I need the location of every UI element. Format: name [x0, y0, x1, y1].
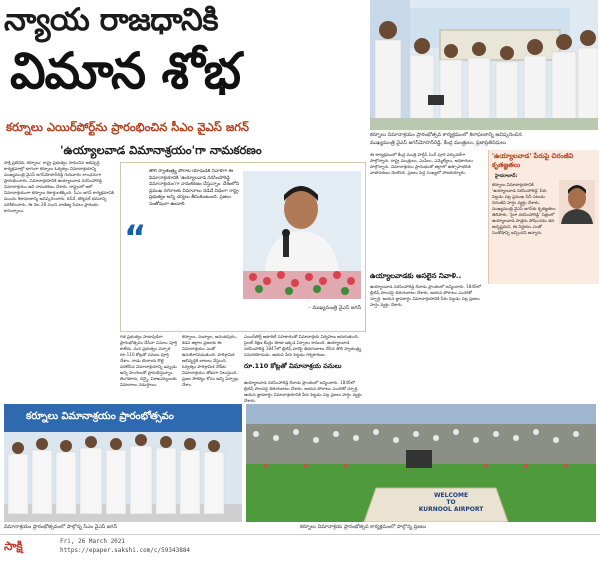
subhead-cost: రూ.110 కోట్లతో విమానాశ్రయ పనులు — [244, 362, 342, 370]
bottom-left-banner: కర్నూలు విమానాశ్రయం ప్రారంభోత్సవం — [26, 411, 174, 422]
welcome-sign — [396, 492, 506, 513]
bottom-right-photo — [246, 404, 596, 522]
welcome-line3: KURNOOL AIRPORT — [418, 506, 484, 513]
welcome-line1: WELCOME — [433, 492, 469, 499]
footer — [0, 534, 600, 561]
quote-text: తొలి స్వాతంత్ర్య పోరాట యోధుడికి నివాళిగా ఈ విమానాశ్రయానికి 'ఉయ్యాలవాడ నరసింహారెడ్డి విమానాశ్రయం'గా నామకరణం చేస్తున్నాం. దేశంలోని ప్రముఖ నగరాలకు విమానాలు నడిచే విధంగా రాష్ట్ర ప్రభుత్వం అన్ని చర్యలు తీసుకుంటుంది. ప్రజలు సంతోషంగా ఉండాలి. — [149, 169, 239, 207]
top-photo-caption-2: ముఖ్యమంత్రి వైఎస్ జగన్‌మోహన్‌రెడ్డి, కేంద్ర మంత్రులు, ప్రజాప్రతినిధులు — [370, 140, 507, 146]
footer-url[interactable]: https://epaper.sakshi.com/c/59343884 — [60, 547, 191, 554]
article-column-3: కర్నూలు, నంద్యాల, అనంతపురం, కడప జిల్లాల ప్రజలకు ఈ విమానాశ్రయం ఎంతో ఉపయోగపడుతుంది. పారిశ్రామిక అభివృద్ధికి బాటలు వేస్తుంది. ఓర్వకల్లు పారిశ్రామిక నోడ్‌కు విమానాశ్రయం తోడుగా నిలుస్తుంది. ప్రజల సౌకర్యం కోసం అన్ని ఏర్పాట్లు చేశాం. — [182, 334, 239, 387]
bottom-left-photo — [4, 404, 242, 522]
article-column-4: ఎయిర్‌పోర్ట్ అథారిటీ సహకారంతో విమానాశ్రయ నిర్వహణ జరుగుతుంది. పైలట్ శిక్షణ కేంద్రం కూడా ఇక్కడ ఏర్పాటు కానుంది. ఉయ్యాలవాడ నరసింహారెడ్డి 1847లో బ్రిటిష్ వారిపై తిరుగుబాటు చేసిన తొలి స్వాతంత్ర్య సమరయోధుడు. ఆయన పేరు పెట్టడం గర్వకారణం. — [244, 334, 362, 357]
headline-sub1: కర్నూలు ఎయిర్‌పోర్ట్‌ను ప్రారంభించిన సీఎం వైఎస్ జగన్ — [6, 120, 250, 134]
article-column-2: గత ప్రభుత్వం హడావుడిగా ప్రారంభోత్సవం చేసినా పనులు పూర్తి కాలేదు. మన ప్రభుత్వం వచ్చాక రూ.110 కోట్లతో పనులు పూర్తి చేశాం. నాడు టెంకాయ కొట్టి వదిలేసిన విమానాశ్రయాన్ని ఇప్పుడు అన్ని హంగులతో ప్రారంభిస్తున్నాం. బెంగళూరు, చెన్నై, విశాఖపట్నంలకు విమానాలు నడుస్తాయి. — [120, 334, 178, 387]
welcome-line2: TO — [446, 499, 456, 506]
footer-date: Fri, 26 March 2021 — [60, 538, 126, 545]
sidebar-dateline: హైదరాబాద్: — [495, 174, 518, 179]
sidebar-title: 'ఉయ్యాలవాడ' పేరుపై చిరంజీవి కృతజ్ఞతలు — [492, 152, 574, 169]
bottom-left-caption: విమానాశ్రయం ప్రారంభోత్సవంలో పాల్గొన్న సీఎం వైఎస్ జగన్ — [4, 524, 117, 530]
quote-mark-icon: “ — [124, 218, 147, 258]
article-column-4b: ఉయ్యాలవాడ నరసింహారెడ్డి రేనాడు ప్రాంతంలో జన్మించారు. 1846లో బ్రిటిష్ పాలనపై తిరుగుబాటు చేశారు. ఆయన పోరాటం ఎందరికో స్ఫూర్తి. ఆయన జ్ఞాపకార్థం విమానాశ్రయానికి పేరు పెట్టడం పట్ల ప్రజలు హర్షం వ్యక్తం చేశారు. — [244, 380, 362, 402]
top-photo-caption-1: కర్నూలు విమానాశ్రయం ప్రారంభోత్సవ కార్యక్రమంలో శిలాఫలకాన్ని ఆవిష్కరించిన — [370, 132, 522, 138]
top-photo — [370, 0, 598, 130]
cm-photo — [243, 171, 361, 299]
quote-box — [120, 162, 366, 332]
sidebar-text: కర్నూలు విమానాశ్రయానికి 'ఉయ్యాలవాడ నరసింహారెడ్డి' పేరు పెట్టడం పట్ల ప్రముఖ సినీ నటుడు చిరంజీవి హర్షం వ్యక్తం చేశారు. ముఖ్యమంత్రి వైఎస్ జగన్‌కు కృతజ్ఞతలు తెలిపారు. 'సైరా నరసింహారెడ్డి' చిత్రంలో ఉయ్యాలవాడ పాత్రను పోషించడం తన అదృష్టమని, ఈ నిర్ణయం ఎంతో సంతోషాన్ని ఇచ్చిందని అన్నారు. — [492, 182, 556, 235]
headline-sub2: 'ఉయ్యాలవాడ విమానాశ్రయం'గా నామకరణం — [60, 143, 262, 157]
sidebar-box — [488, 150, 599, 284]
headline-line2: విమాన శోభ — [10, 42, 241, 100]
article-column-history: ఉయ్యాలవాడ నరసింహారెడ్డి రేనాడు ప్రాంతంలో జన్మించారు. 1846లో బ్రిటిష్ పాలనపై తిరుగుబాటు చేశారు. ఆయన పోరాటం ఎందరికో స్ఫూర్తి. ఆయన జ్ఞాపకార్థం విమానాశ్రయానికి పేరు పెట్టడం పట్ల ప్రజలు హర్షం వ్యక్తం చేశారు. — [370, 284, 481, 307]
bottom-right-caption: కర్నూలు విమానాశ్రయ ప్రారంభోత్సవ కార్యక్రమంలో పాల్గొన్న ప్రజలు — [300, 524, 427, 530]
headline-line1: న్యాయ రాజధానికి — [4, 2, 218, 38]
footer-brand-logo: సాక్షి — [4, 539, 23, 553]
article-column-5: ఈ కార్యక్రమంలో కేంద్ర మంత్రి హర్దీప్ సింగ్ పూరి వర్చువల్‌గా పాల్గొన్నారు. రాష్ట్ర మంత్రులు, ఎంపీలు, ఎమ్మెల్యేలు, అధికారులు పాల్గొన్నారు. విమానాశ్రయం ప్రారంభంతో జిల్లాలో ఉత్సాహభరిత వాతావరణం నెలకొంది. ప్రజలు పెద్ద సంఖ్యలో హాజరయ్యారు. — [370, 152, 473, 175]
article-column-1: సాక్షి ప్రతినిధి, కర్నూలు: రాష్ట్ర ప్రభుత్వం సాధించిన అభివృద్ధి కార్యక్రమాల్లో భాగంగా కర్నూలు ఓర్వకల్లు విమానాశ్రయాన్ని ముఖ్యమంత్రి వైఎస్ జగన్‌మోహన్‌రెడ్డి గురువారం లాంఛనంగా ప్రారంభించారు. విమానాశ్రయానికి ఉయ్యాలవాడ నరసింహారెడ్డి విమానాశ్రయం అని నామకరణం చేశారు. రాష్ట్రంలో ఆరో విమానాశ్రయంగా కర్నూలు రికార్డులకెక్కింది. సీఎం జగన్ కార్యక్రమానికి ముందు శిలాఫలకాన్ని ఆవిష్కరించారు. రన్‌వే, టెర్మినల్ భవనాన్ని పరిశీలించారు. ఈ నెల 28 నుంచి వాణిజ్య సేవలు ప్రారంభం కానున్నాయి. — [4, 160, 114, 213]
chiranjeevi-photo — [559, 180, 595, 224]
subhead-history: ఉయ్యాలవాడకు అసలైన నివాళి.. — [370, 272, 462, 280]
quote-attribution: – ముఖ్యమంత్రి వైఎస్ జగన్ — [308, 305, 361, 311]
